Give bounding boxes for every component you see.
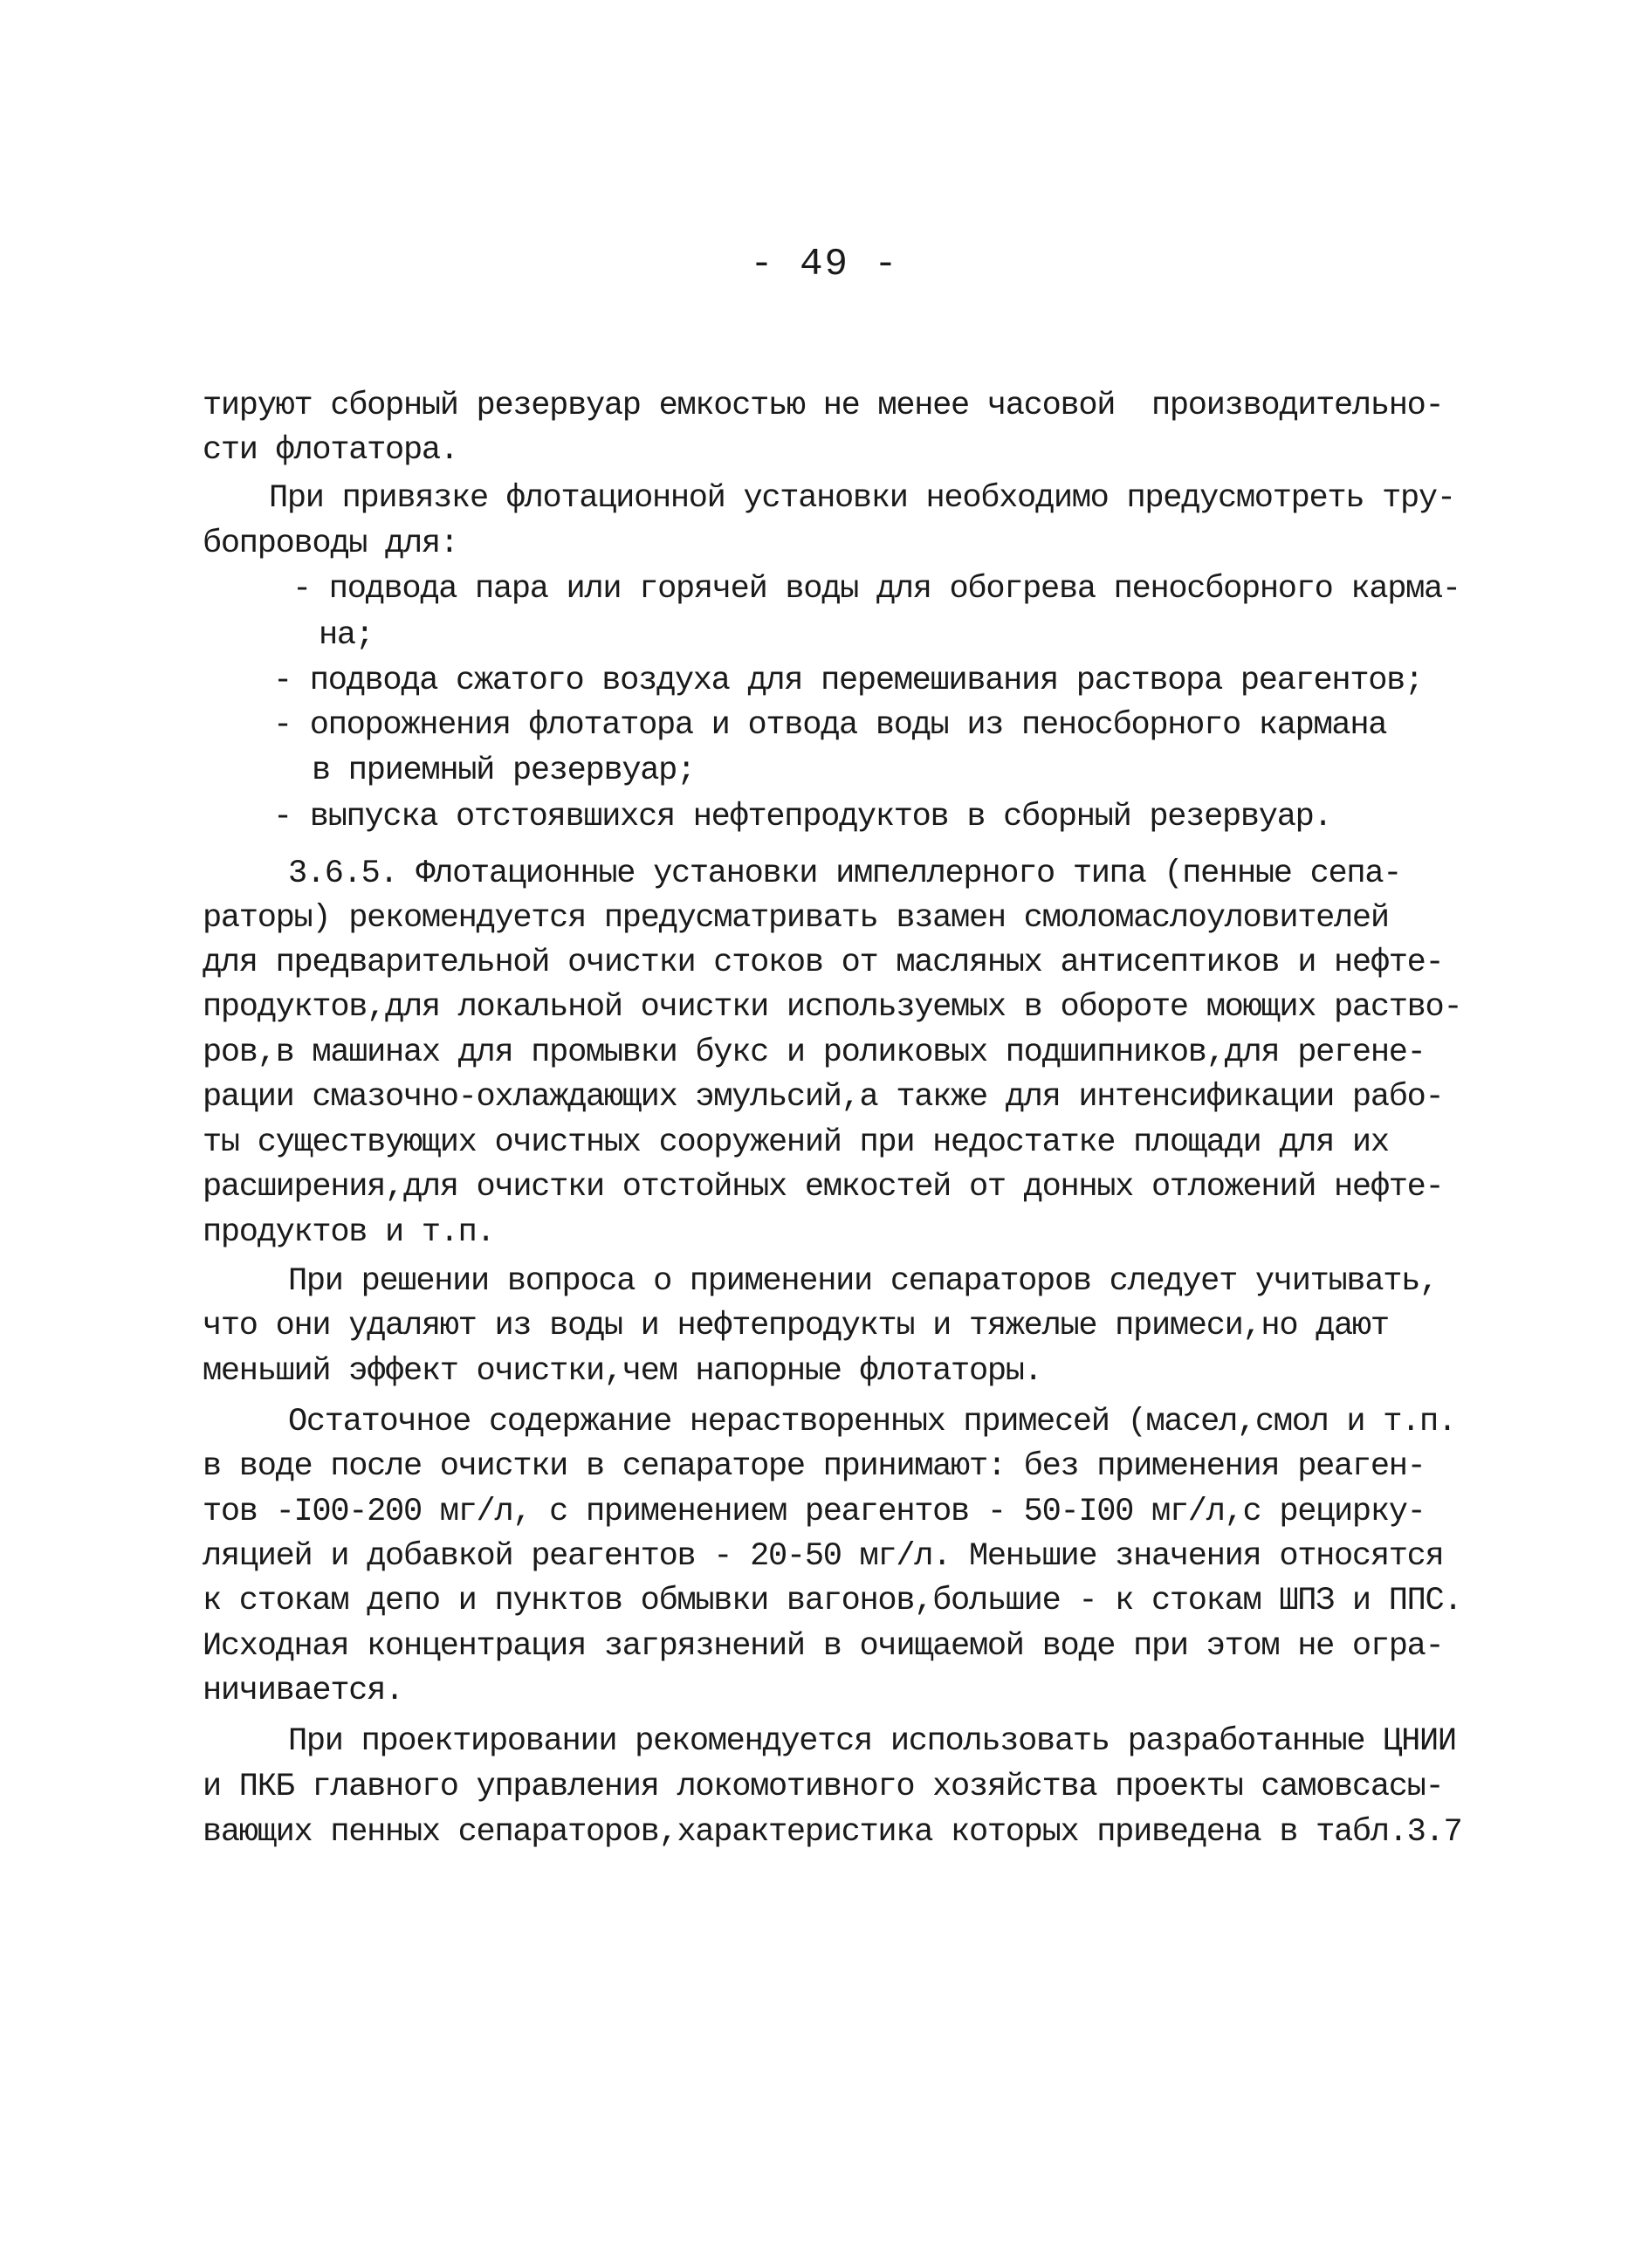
text-line: вающих пенных сепараторов,характеристика которых приведена в табл.3.7 (203, 1814, 1462, 1851)
text-line: рации смазочно-охлаждающих эмульсий,а также для интенсификации рабо- (203, 1079, 1444, 1116)
page-number: - 49 - (750, 243, 899, 286)
text-line: меньший эффект очистки,чем напорные флотаторы. (203, 1353, 1042, 1390)
text-line: и ПКБ главного управления локомотивного хозяйства проекты самовсасы- (203, 1769, 1444, 1805)
list-item: - выпуска отстоявшихся нефтепродуктов в сборный резервуар. (273, 799, 1332, 835)
text-line: тов -I00-200 мг/л, с применением реагентов - 50-I00 мг/л,с рециркy- (203, 1494, 1426, 1530)
text-line: бопроводы для: (203, 526, 458, 562)
text-line: раторы) рекомендуется предусматривать взамен смоломаслоуловителей (203, 900, 1389, 937)
list-item: - опорожнения флотатора и отвода воды из пеносборного кармана (273, 707, 1387, 744)
text-line: что они удаляют из воды и нефтепродукты и тяжелые примеси,но дают (203, 1308, 1389, 1344)
text-line: Исходная концентрация загрязнений в очищаемой воде при этом не огра- (203, 1628, 1444, 1665)
text-line: продуктов,для локальной очистки используемых в обороте моющих раство- (203, 989, 1462, 1026)
paragraph-start: Остаточное содержание нерастворенных примесей (масел,смол и т.п. (288, 1404, 1456, 1440)
text-line: в приемный резервуар; (312, 753, 695, 789)
text-line: ничивается. (203, 1673, 403, 1709)
section-paragraph-start: 3.6.5. Флотационные установки импеллерного типа (пенные сепа- (288, 856, 1402, 892)
text-line: на; (319, 617, 374, 654)
text-line: продуктов и т.п. (203, 1214, 495, 1251)
text-line: в воде после очистки в сепараторе принимают: без применения реаген- (203, 1448, 1426, 1485)
text-line: расширения,для очистки отстойных емкостей от донных отложений нефте- (203, 1169, 1444, 1206)
list-item: - подвода сжатого воздуха для перемешивания раствора реагентов; (273, 663, 1423, 699)
paragraph-start: При решении вопроса о применении сепараторов следует учитывать, (288, 1263, 1438, 1300)
text-line: ты существующих очистных сооружений при недостатке площади для их (203, 1124, 1389, 1161)
text-line: для предварительной очистки стоков от масляных антисептиков и нефте- (203, 945, 1444, 981)
paragraph-start: При проектировании рекомендуется использовать разработанные ЦНИИ (288, 1723, 1456, 1760)
list-item: - подвода пара или горячей воды для обогрева пеносборного карма- (292, 571, 1460, 608)
text-line: ляцией и добавкой реагентов - 20-50 мг/л. Меньшие значения относятся (203, 1538, 1444, 1575)
text-line: к стокам депо и пунктов обмывки вагонов,большие - к стокам ШПЗ и ППС. (203, 1583, 1462, 1619)
text-line: ров,в машинах для промывки букс и роликовых подшипников,для регене- (203, 1034, 1426, 1071)
text-line: При привязке флотационной установки необходимо предусмотреть тру- (269, 480, 1455, 517)
text-line: тируют сборный резервуар емкостью не менее часовой производительно- (203, 388, 1444, 424)
text-line: сти флотатора. (203, 432, 458, 469)
